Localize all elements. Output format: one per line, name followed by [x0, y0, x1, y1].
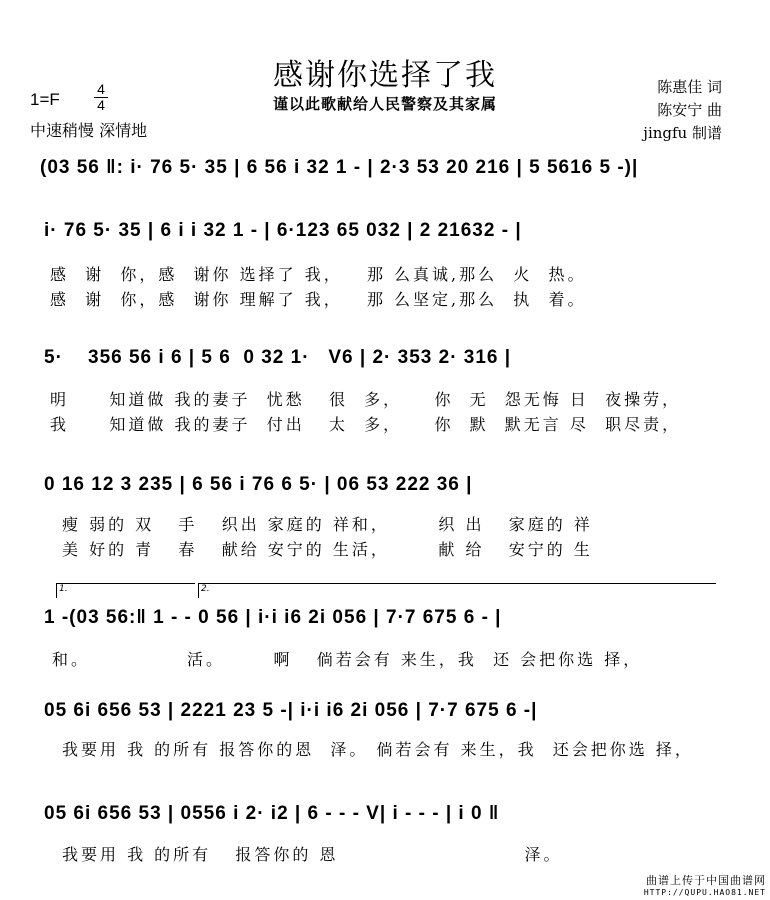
arranger: jingfu 制谱 — [643, 124, 722, 142]
system-7-lyric-1: 我要用 我 的所有 报答你的 恩 泽。 — [62, 845, 563, 864]
site-watermark — [644, 872, 766, 897]
time-signature — [94, 82, 108, 113]
system-2-notes: i· 76 5· 35 | 6 i i 32 1 - | 6·123 65 032 | 2 21632 - | — [44, 220, 522, 241]
song-title: 感谢你选择了我 — [273, 58, 497, 93]
site-url[interactable]: HTTP://QUPU.HAO81.NET — [643, 888, 766, 897]
system-3-notes: 5· 356 56 i 6 | 5 6 0 32 1· V6 | 2· 353 2· 316 | — [44, 347, 512, 368]
system-6-lyric-1: 我要用 我 的所有 报答你的恩 泽。 倘若会有 来生，我 还会把你选 择， — [62, 740, 694, 759]
system-6-notes: 05 6i 656 53 | 2221 23 5 -| i·i i6 2i 056 | 7·7 675 6 -| — [44, 700, 538, 721]
first-ending-bracket: 1. — [56, 583, 195, 598]
system-4-notes: 0 16 12 3 235 | 6 56 i 76 6 5· | 06 53 222 36 | — [44, 474, 473, 495]
system-3-lyric-2: 我 知道做 我的妻子 付出 太 多， 你 默 默无言 尽 职尽责， — [50, 415, 682, 434]
tempo-marking: 中速稍慢 深情地 — [30, 121, 148, 140]
system-2-lyric-2: 感 谢 你，感 谢你 理解了 我， 那 么坚定,那么 执 着。 — [50, 290, 587, 309]
song-subtitle: 谨以此歌献给人民警察及其家属 — [272, 95, 497, 113]
second-ending-bracket: 2. — [198, 583, 716, 598]
site-name: 曲谱上传于中国曲谱网 — [646, 874, 766, 887]
key-signature: 1=F — [30, 90, 60, 109]
composer: 陈安宁 曲 — [657, 101, 722, 119]
system-4-lyric-2: 美 好的 青 春 献给 安宁的 生活， 献 给 安宁的 生 — [62, 540, 593, 559]
time-signature-top: 4 — [97, 81, 105, 97]
time-signature-bottom: 4 — [94, 97, 108, 113]
credits — [643, 76, 722, 145]
system-1-notes: (03 56 ‖: i· 76 5· 35 | 6 56 i 32 1 - | 2·3 53 20 216 | 5 5616 5 -)| — [40, 157, 639, 178]
system-2-lyric-1: 感 谢 你，感 谢你 选择了 我， 那 么真诚,那么 火 热。 — [50, 265, 587, 284]
system-7-notes: 05 6i 656 53 | 0556 i 2· i2 | 6 - - - V| i - - - | i 0 ‖ — [44, 803, 500, 824]
lyricist: 陈惠佳 词 — [657, 78, 722, 96]
system-3-lyric-1: 明 知道做 我的妻子 忧愁 很 多， 你 无 怨无悔 日 夜操劳， — [50, 390, 682, 409]
system-4-lyric-1: 瘦 弱的 双 手 织出 家庭的 祥和， 织 出 家庭的 祥 — [62, 515, 593, 534]
system-5-notes: 1 -(03 56:‖ 1 - - 0 56 | i·i i6 2i 056 | 7·7 675 6 - | — [44, 607, 502, 628]
system-5-lyric-1: 和。 活。 啊 倘若会有 来生，我 还 会把你选 择， — [52, 650, 643, 669]
